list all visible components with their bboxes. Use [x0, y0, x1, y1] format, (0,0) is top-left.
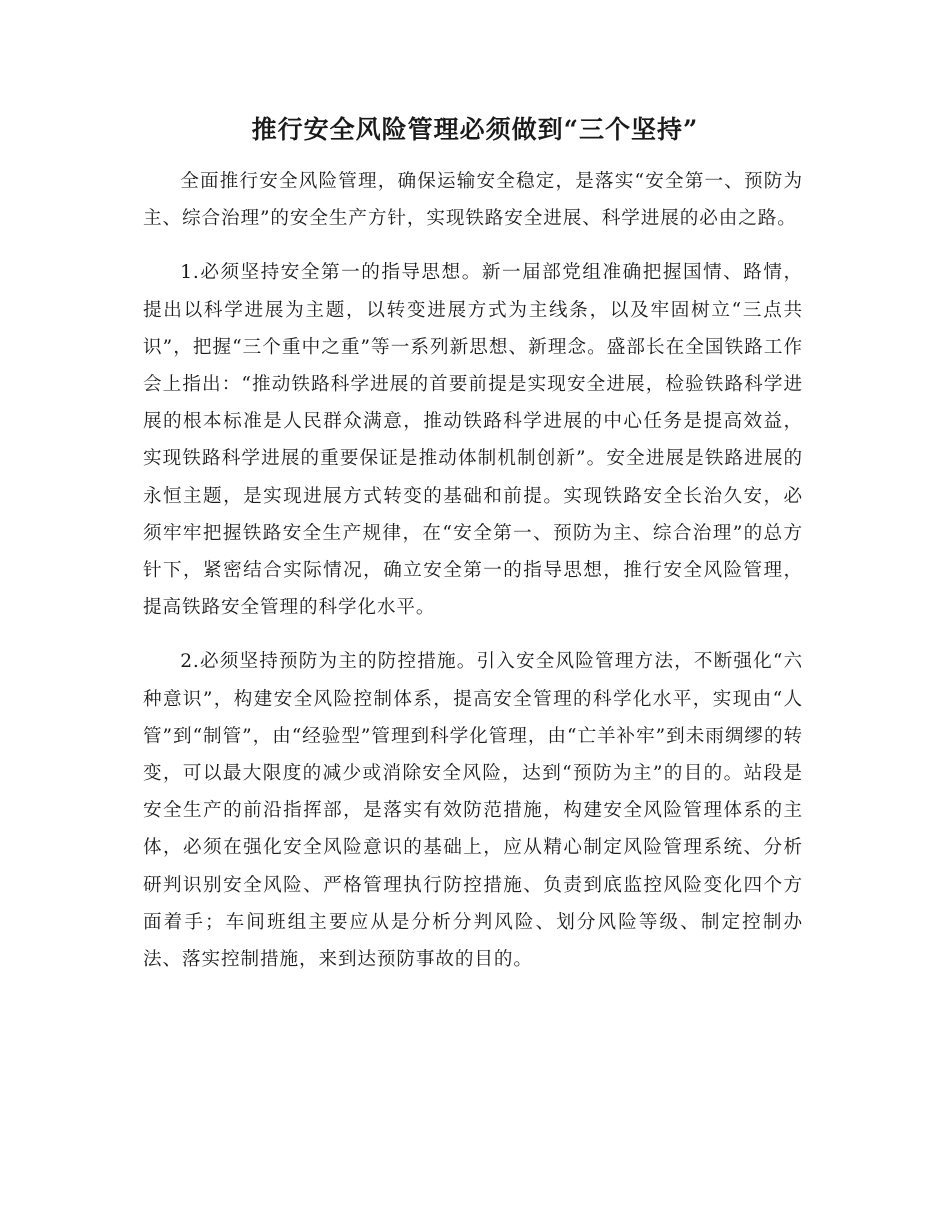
section-1-paragraph: 1.必须坚持安全第一的指导思想。新一届部党组准确把握国情、路情，提出以科学进展为主题，以转变进展方式为主线条，以及牢固树立“三点共识”，把握“三个重中之重”等一系列新思想、新理念。盛部长在全国铁路工作会上指出：“推动铁路科学进展的首要前提是实现安全进展，检验铁路科学进展的根本标准是人民群众满意，推动铁路科学进展的中心任务是提高效益，实现铁路科学进展的重要保证是推动体制机制创新”。安全进展是铁路进展的永恒主题，是实现进展方式转变的基础和前提。实现铁路安全长治久安，必须牢牢把握铁路安全生产规律，在“安全第一、预防为主、综合治理”的总方针下，紧密结合实际情况，确立安全第一的指导思想，推行安全风险管理，提高铁路安全管理的科学化水平。: [143, 262, 803, 619]
document-title: 推行安全风险管理必须做到“三个坚持”: [251, 115, 699, 144]
document-body: [143, 163, 803, 978]
section-2-paragraph: 2.必须坚持预防为主的防控措施。引入安全风险管理方法，不断强化“六种意识”，构建安全风险控制体系，提高安全管理的科学化水平，实现由“人管”到“制管”，由“经验型”管理到科学化管理，由“亡羊补牢”到未雨绸缪的转变，可以最大限度的减少或消除安全风险，达到“预防为主”的目的。站段是安全生产的前沿指挥部，是落实有效防范措施，构建安全风险管理体系的主体，必须在强化安全风险意识的基础上，应从精心制定风险管理系统、分析研判识别安全风险、严格管理执行防控措施、负责到底监控风险变化四个方面着手；车间班组主要应从是分析分判风险、划分风险等级、制定控制办法、落实控制措施，来到达预防事故的目的。: [143, 651, 803, 971]
intro-paragraph: 全面推行安全风险管理，确保运输安全稳定，是落实“安全第一、预防为主、综合治理”的安全生产方针，实现铁路安全进展、科学进展的必由之路。: [143, 171, 803, 230]
